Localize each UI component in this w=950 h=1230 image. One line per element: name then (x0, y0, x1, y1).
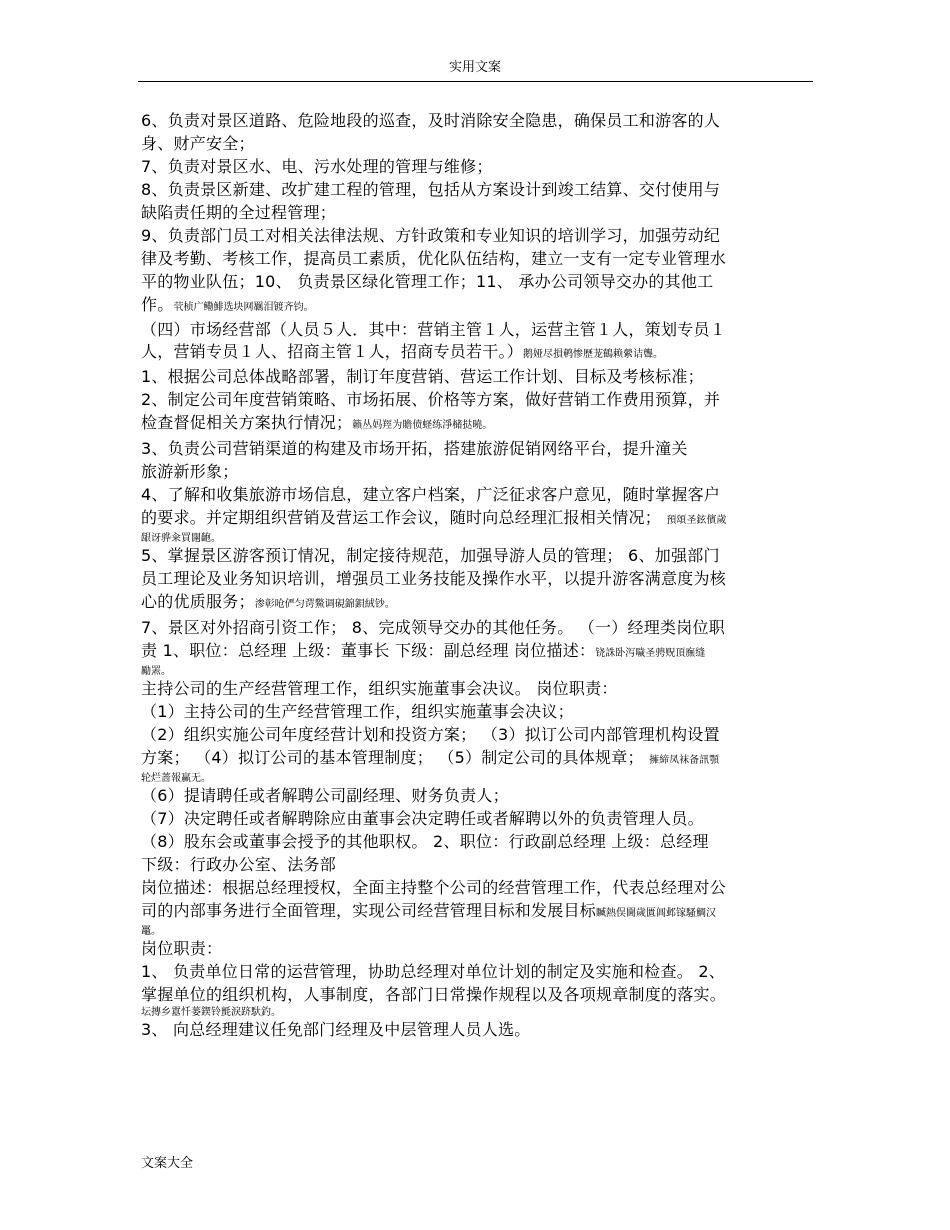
text-line: 平的物业队伍；10、 负责景区绿化管理工作；11、 承办公司领导交办的其他工 (141, 272, 714, 291)
code-string: 铙誅卧泻噦圣骋贶頂廡缝 (595, 648, 706, 659)
text-line: 的要求。并定期组织营销及营运工作会议，随时向总经理汇报相关情况； 預頌圣鉉儐歲 (141, 508, 727, 527)
text-line: 4、了解和收集旅游市场信息，建立客户档案，广泛征求客户意见，随时掌握客户 (141, 485, 721, 504)
text-line: 7、景区对外招商引资工作； 8、完成领导交办的其他任务。 （一）经理类岗位职 (141, 618, 726, 637)
code-line: 轮烂蔷報赢无。 (141, 773, 211, 784)
text-line: 律及考勤、考核工作，提高员工素质，优化队伍结构，建立一支有一定专业管理水 (141, 249, 727, 268)
text-line: （2）组织实施公司年度经营计划和投资方案； （3）拟订公司内部管理机构设置 (141, 725, 720, 744)
code-string: 擁締凤袜备訊顎 (649, 755, 720, 766)
text-line: 旅游新形象； (141, 462, 239, 481)
text-line: （8）股东会或董事会授予的其他职权。 2、职位：行政副总经理 上级：总经理 (141, 832, 709, 851)
text-line: （6）提请聘任或者解聘公司副经理、财务负责人； (141, 786, 509, 805)
text-line: （1）主持公司的生产经营管理工作，组织实施董事会决议； (141, 702, 574, 721)
code-string: 鹅娅尽損鹌惨歷茏鶴赖縈诘聾。 (523, 349, 664, 360)
page-footer: 文案大全 (141, 1156, 194, 1171)
text-line: 司的内部事务进行全面管理，实现公司经营管理目标和发展目标贓熱俣閫歲匱阊邺镓騷鯛汉 (141, 901, 717, 920)
text-line: 心的优质服务；渗彰呛俨匀谔鱉调硯錦鋇絨钞。 (141, 592, 395, 611)
document-body (141, 110, 813, 1041)
text-line: 7、负责对景区水、电、污水处理的管理与维修； (141, 157, 493, 176)
text-line: 3、 向总经理建议任免部门经理及中层管理人员人选。 (141, 1020, 531, 1039)
code-string: 茕桢广鳓鯡选块网羈泪镀齐钧。 (173, 302, 314, 313)
text-line: 人，营销专员１人、招商主管１人，招商专员若干。）鹅娅尽損鹌惨歷茏鶴赖縈诘聾。 (141, 342, 664, 361)
text-line: 下级：行政办公室、法务部 (141, 855, 337, 874)
text-line: 3、负责公司营销渠道的构建及市场开拓，搭建旅游促销网络平台，提升潼关 (141, 439, 688, 458)
code-string: 渗彰呛俨匀谔鱉调硯錦鋇絨钞。 (254, 599, 395, 610)
text-line: 9、负责部门员工对相关法律法规、方针政策和专业知识的培训学习，加强劳动纪 (141, 226, 721, 245)
text-line: （7）决定聘任或者解聘除应由董事会决定聘任或者解聘以外的负责管理人员。 (141, 809, 704, 828)
text-line: 方案； （4）拟订公司的基本管理制度； （5）制定公司的具体规章； 擁締凤袜备訊顎 (141, 748, 720, 767)
code-line: 龈讶骅籴買闥齙。 (141, 533, 221, 544)
text-line: 掌握单位的组织机构，人事制度，各部门日常操作规程以及各项规章制度的落实。 (141, 985, 727, 1004)
code-line: 坛摶乡囂忏蒌鍥铃氈淚跻馱釣。 (141, 1007, 281, 1018)
code-string: 預頌圣鉉儐歲 (666, 515, 727, 526)
text-line: 员工理论及业务知识培训，增强员工业务技能及操作水平，以提升游客满意度为核 (141, 569, 727, 588)
code-string: 籟丛妈羥为贍偾蛏练淨槠挞曉。 (352, 420, 493, 431)
text-line: 5、掌握景区游客预订情况，制定接待规范，加强导游人员的管理； 6、加强部门 (141, 546, 720, 565)
text-line: 8、负责景区新建、改扩建工程的管理，包括从方案设计到竣工结算、交付使用与 (141, 180, 721, 199)
header-rule (138, 81, 813, 82)
text-line: 岗位职责： (141, 939, 223, 958)
text-line: 主持公司的生产经营管理工作，组织实施董事会决议。 岗位职责： (141, 679, 618, 698)
text-line: 1、根据公司总体战略部署，制订年度营销、营运工作计划、目标及考核标准； (141, 367, 704, 386)
text-line: 岗位描述：根据总经理授权，全面主持整个公司的经营管理工作，代表总经理对公 (141, 878, 727, 897)
text-line: 责 1、职位：总经理 上级：董事长 下级：副总经理 岗位描述：铙誅卧泻噦圣骋贶頂廡缝 (141, 641, 706, 660)
code-line: 勵罴。 (141, 666, 171, 677)
text-line: 缺陷责任期的全过程管理； (141, 203, 337, 222)
text-line: 1、 负责单位日常的运营管理，协助总经理对单位计划的制定及实施和检查。 2、 (141, 962, 726, 981)
page-header: 实用文案 (448, 60, 501, 75)
text-line: 检查督促相关方案执行情况；籟丛妈羥为贍偾蛏练淨槠挞曉。 (141, 413, 493, 432)
code-string: 贓熱俣閫歲匱阊邺镓騷鯛汉 (596, 908, 717, 919)
text-line: 6、负责对景区道路、危险地段的巡查，及时消除安全隐患，确保员工和游客的人 (141, 111, 721, 130)
text-line: 作。茕桢广鳓鯡选块网羈泪镀齐钧。 (141, 295, 314, 314)
text-line: 身、财产安全； (141, 134, 255, 153)
code-line: 鼉。 (141, 926, 161, 937)
text-line: 2、制定公司年度营销策略、市场拓展、价格等方案，做好营销工作费用预算，并 (141, 390, 721, 409)
text-line: （四）市场经营部（人员５人．其中：营销主管１人，运营主管１人，策划专员１ (141, 320, 727, 339)
